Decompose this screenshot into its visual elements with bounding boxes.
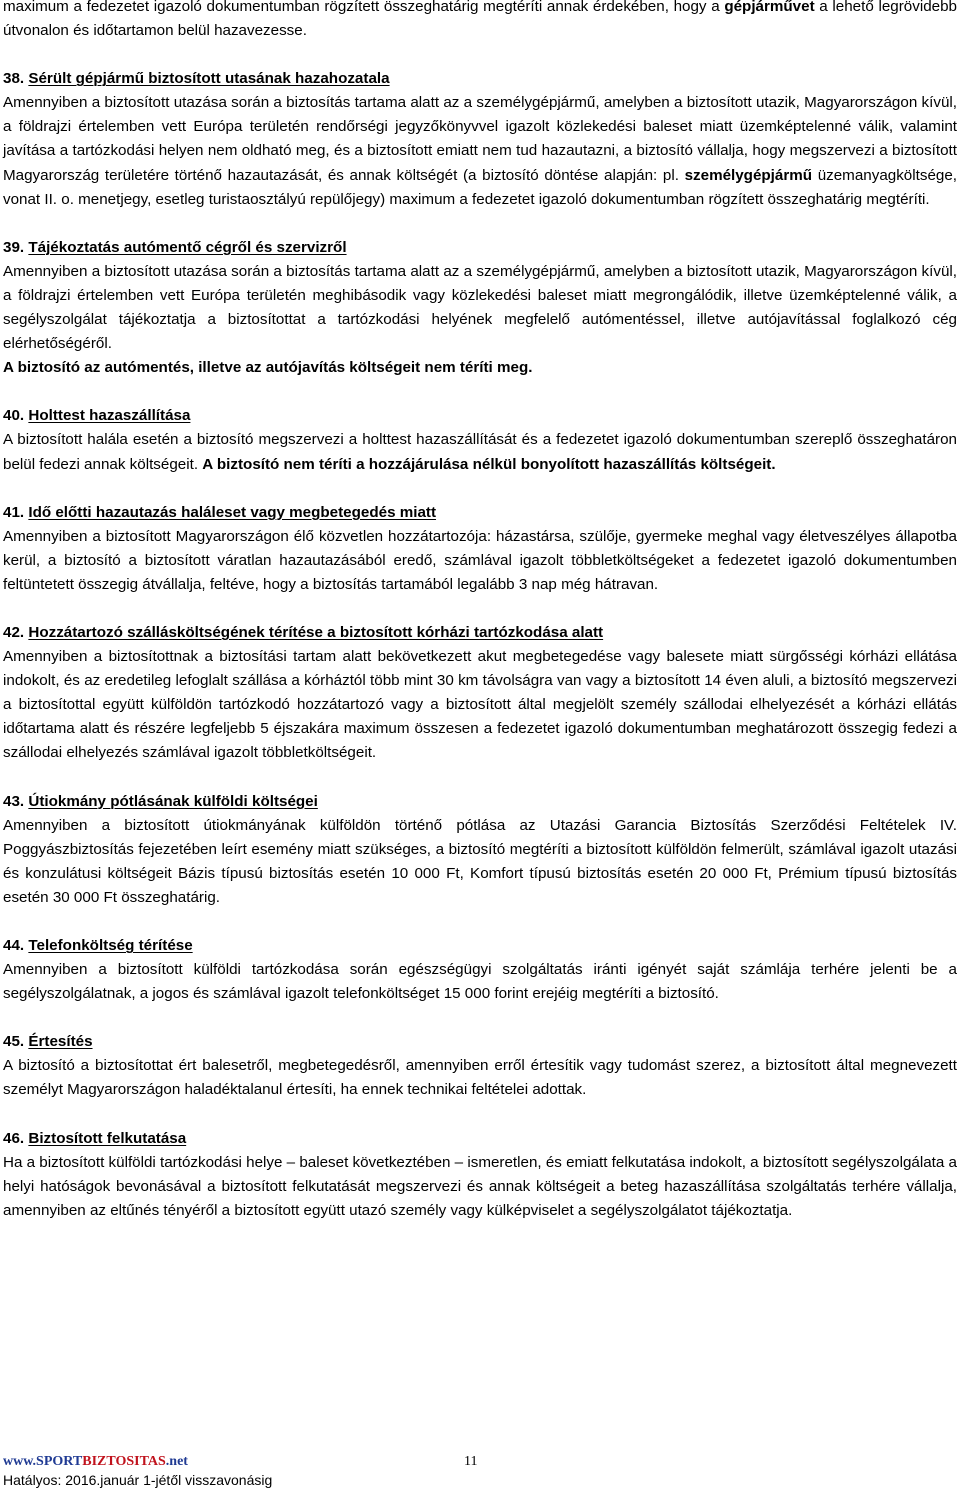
intro-bold: gépjárművet	[724, 0, 815, 15]
section-43-heading	[3, 790, 957, 814]
section-bold: A biztosító az autómentés, illetve az autójavítás költségeit nem téríti meg.	[3, 359, 533, 377]
section-title: Hozzátartozó szállásköltségének térítése a biztosított kórházi tartózkodása alatt	[28, 623, 604, 641]
section-39-body: Amennyiben a biztosított utazása során a biztosítás tartama alatt az a személygépjármű, amelyben a biztosított utazik, Magyarországon kívül, a földrajzi értelemben vett Európa területén meghibásodik vagy közlekedési baleset miatt megrongálódik, illetve üzemképtelenné válik, a segélyszolgálat tájékoztatja a biztosítottat a tartózkodási helyének megfelelő autómentéssel, illetve autójavítással foglalkozó cég elérhetőségéről.	[3, 262, 957, 353]
section-46-heading	[3, 1127, 957, 1151]
section-title: Sérült gépjármű biztosított utasának hazahozatala	[28, 70, 390, 88]
section-number: 43.	[3, 792, 25, 810]
section-bold: személygépjármű	[684, 166, 813, 184]
intro-text-end: a lehető legrövidebb útvonalon és időtartamon belül hazavezesse.	[3, 0, 957, 40]
section-title: Útiokmány pótlásának külföldi költségei	[28, 792, 318, 810]
section-text: A biztosított halála esetén a biztosító megszervezi a holttest hazaszállítását és a fedezetet igazoló dokumentumban szereplő összeghatáron belül fedezi annak költségeit.	[3, 431, 957, 473]
section-number: 40.	[3, 407, 25, 425]
section-number: 44.	[3, 937, 25, 954]
section-45-body: A biztosító a biztosítottat ért balesetről, megbetegedésről, amennyiben erről értesítik vagy tudomást szerez, a biztosított által megnevezett személyt Magyarországon haladéktalanul értesíti, ha ennek technikai feltételei adottak.	[3, 1057, 957, 1099]
section-45-heading	[3, 1030, 957, 1054]
section-title: Értesítés	[28, 1033, 93, 1051]
website-part: .net	[165, 1454, 188, 1469]
section-text: Amennyiben a biztosított utazása során a biztosítás tartama alatt az a személygépjármű, amelyben a biztosított utazik, Magyarországon kívül, a földrajzi értelemben vett Európa területén rendőrségi jegyzőkönyvvel igazolt közlekedési baleset miatt üzemképtelenné válik, valamint javítása a tartózkodási helyen nem oldható meg, és a biztosított emiatt nem tud hazautazni, a biztosító vállalja, hogy megszervezi a biztosított Magyarország területére történő hazautazását, és annak költségét (a biztosító döntése alapján: pl.	[3, 94, 957, 184]
page-footer	[3, 1453, 957, 1489]
validity-note: Hatályos: 2016.január 1-jétől visszavonásig	[3, 1472, 273, 1488]
section-text-end: üzemanyagköltsége, vonat II. o. menetjegy, esetleg turistaosztályú repülőjegy) maximum a fedezetet igazoló dokumentumban rögzített összeghatárig megtéríti.	[3, 166, 957, 208]
section-43-body: Amennyiben a biztosított útiokmányának külföldön történő pótlása az Utazási Garancia Biztosítás Szerződési Feltételek IV. Poggyászbiztosítás fejezetében leírt esemény miatt szükséges, a biztosító megtéríti a biztosított külföldön felmerült, számlával igazolt utazási és konzulátusi költségeit Bázis típusú biztosítás esetén 10 000 Ft, Komfort típusú biztosítás esetén 20 000 Ft, Prémium típusú biztosítás esetén 30 000 Ft összeghatárig.	[3, 816, 957, 906]
intro-text: maximum a fedezetet igazoló dokumentumban rögzített összeghatárig megtéríti annak érdekében, hogy a	[3, 0, 725, 15]
section-title: Telefonköltség térítése	[28, 937, 193, 954]
section-title: Biztosított felkutatása	[28, 1129, 187, 1147]
intro-paragraph	[3, 0, 957, 43]
section-44-heading	[3, 934, 957, 958]
section-40-heading	[3, 404, 957, 428]
section-42-body: Amennyiben a biztosítottnak a biztosítási tartam alatt bekövetkezett akut megbetegedése vagy balesete miatt sürgősségi kórházi ellátása indokolt, és az eredetileg lefoglalt szállása a kórháztól több mint 30 km távolságra van vagy a biztosított 14 éven aluli, a biztosító megszervezi a biztosítottal együtt külföldön tartózkodó hozzátartozó vagy a biztosított által megjelölt személy szállodai elhelyezését a kórházi ellátás időtartama alatt és részére legfeljebb 5 éjszakára maximum összesen a fedezetet igazoló dokumentumban meghatározott összegig fedezi a szállodai elhelyezés számlával igazolt többletköltségeit.	[3, 648, 957, 762]
section-title: Tájékoztatás autómentő cégről és szervizről	[28, 238, 347, 256]
section-number: 42.	[3, 623, 25, 641]
section-44-body: Amennyiben a biztosított külföldi tartózkodása során egészségügyi szolgáltatás iránti igényét saját számlája terhére jelenti be a segélyszolgálatnak, a jogos és számlával igazolt telefonköltséget 15 000 forint erejéig megtéríti a biztosító.	[3, 961, 957, 1003]
page-number: 11	[464, 1454, 478, 1469]
section-title: Idő előtti hazautazás haláleset vagy megbetegedés miatt	[28, 503, 437, 521]
website-part-highlight: BIZTOSITAS	[82, 1454, 166, 1469]
website-link[interactable]	[3, 1453, 957, 1471]
section-number: 45.	[3, 1033, 25, 1051]
section-42-heading	[3, 621, 957, 645]
section-41-body: Amennyiben a biztosított Magyarországon élő közvetlen hozzátartozója: házastársa, szülője, gyermeke meghal vagy életveszélyes állapotba kerül, a biztosító a biztosított váratlan hazautazásából eredő, számlával igazolt többletköltségeket a fedezetet igazoló dokumentumben feltüntetett összegig átvállalja, feltéve, hogy a biztosítás tartamából legalább 3 nap még hátravan.	[3, 527, 957, 593]
section-39-bold	[3, 356, 957, 380]
section-41-heading	[3, 501, 957, 525]
section-number: 46.	[3, 1129, 25, 1147]
section-38-body	[3, 91, 957, 211]
section-number: 38.	[3, 70, 25, 88]
section-bold: A biztosító nem téríti a hozzájárulása nélkül bonyolított hazaszállítás költségeit.	[202, 455, 776, 473]
website-part: www.SPORT	[3, 1454, 83, 1469]
section-number: 39.	[3, 238, 25, 256]
section-40-body	[3, 428, 957, 476]
section-46-body: Ha a biztosított külföldi tartózkodási helye – baleset következtében – ismeretlen, és emiatt felkutatása indokolt, a biztosított segélyszolgálata a helyi hatóságok bevonásával a biztosított felkutatását megszervezi és annak költségeit a beteg hazaszállítása szolgáltatás terhére vállalja, amennyiben az eltűnés tényéről a biztosított együtt utazó személy vagy külképviselet a segélyszolgálatot tájékoztatja.	[3, 1153, 957, 1219]
section-number: 41.	[3, 503, 25, 521]
section-38-heading	[3, 67, 957, 91]
section-39-heading	[3, 236, 957, 260]
document-page	[3, 0, 957, 1223]
section-title: Holttest hazaszállítása	[28, 407, 191, 425]
